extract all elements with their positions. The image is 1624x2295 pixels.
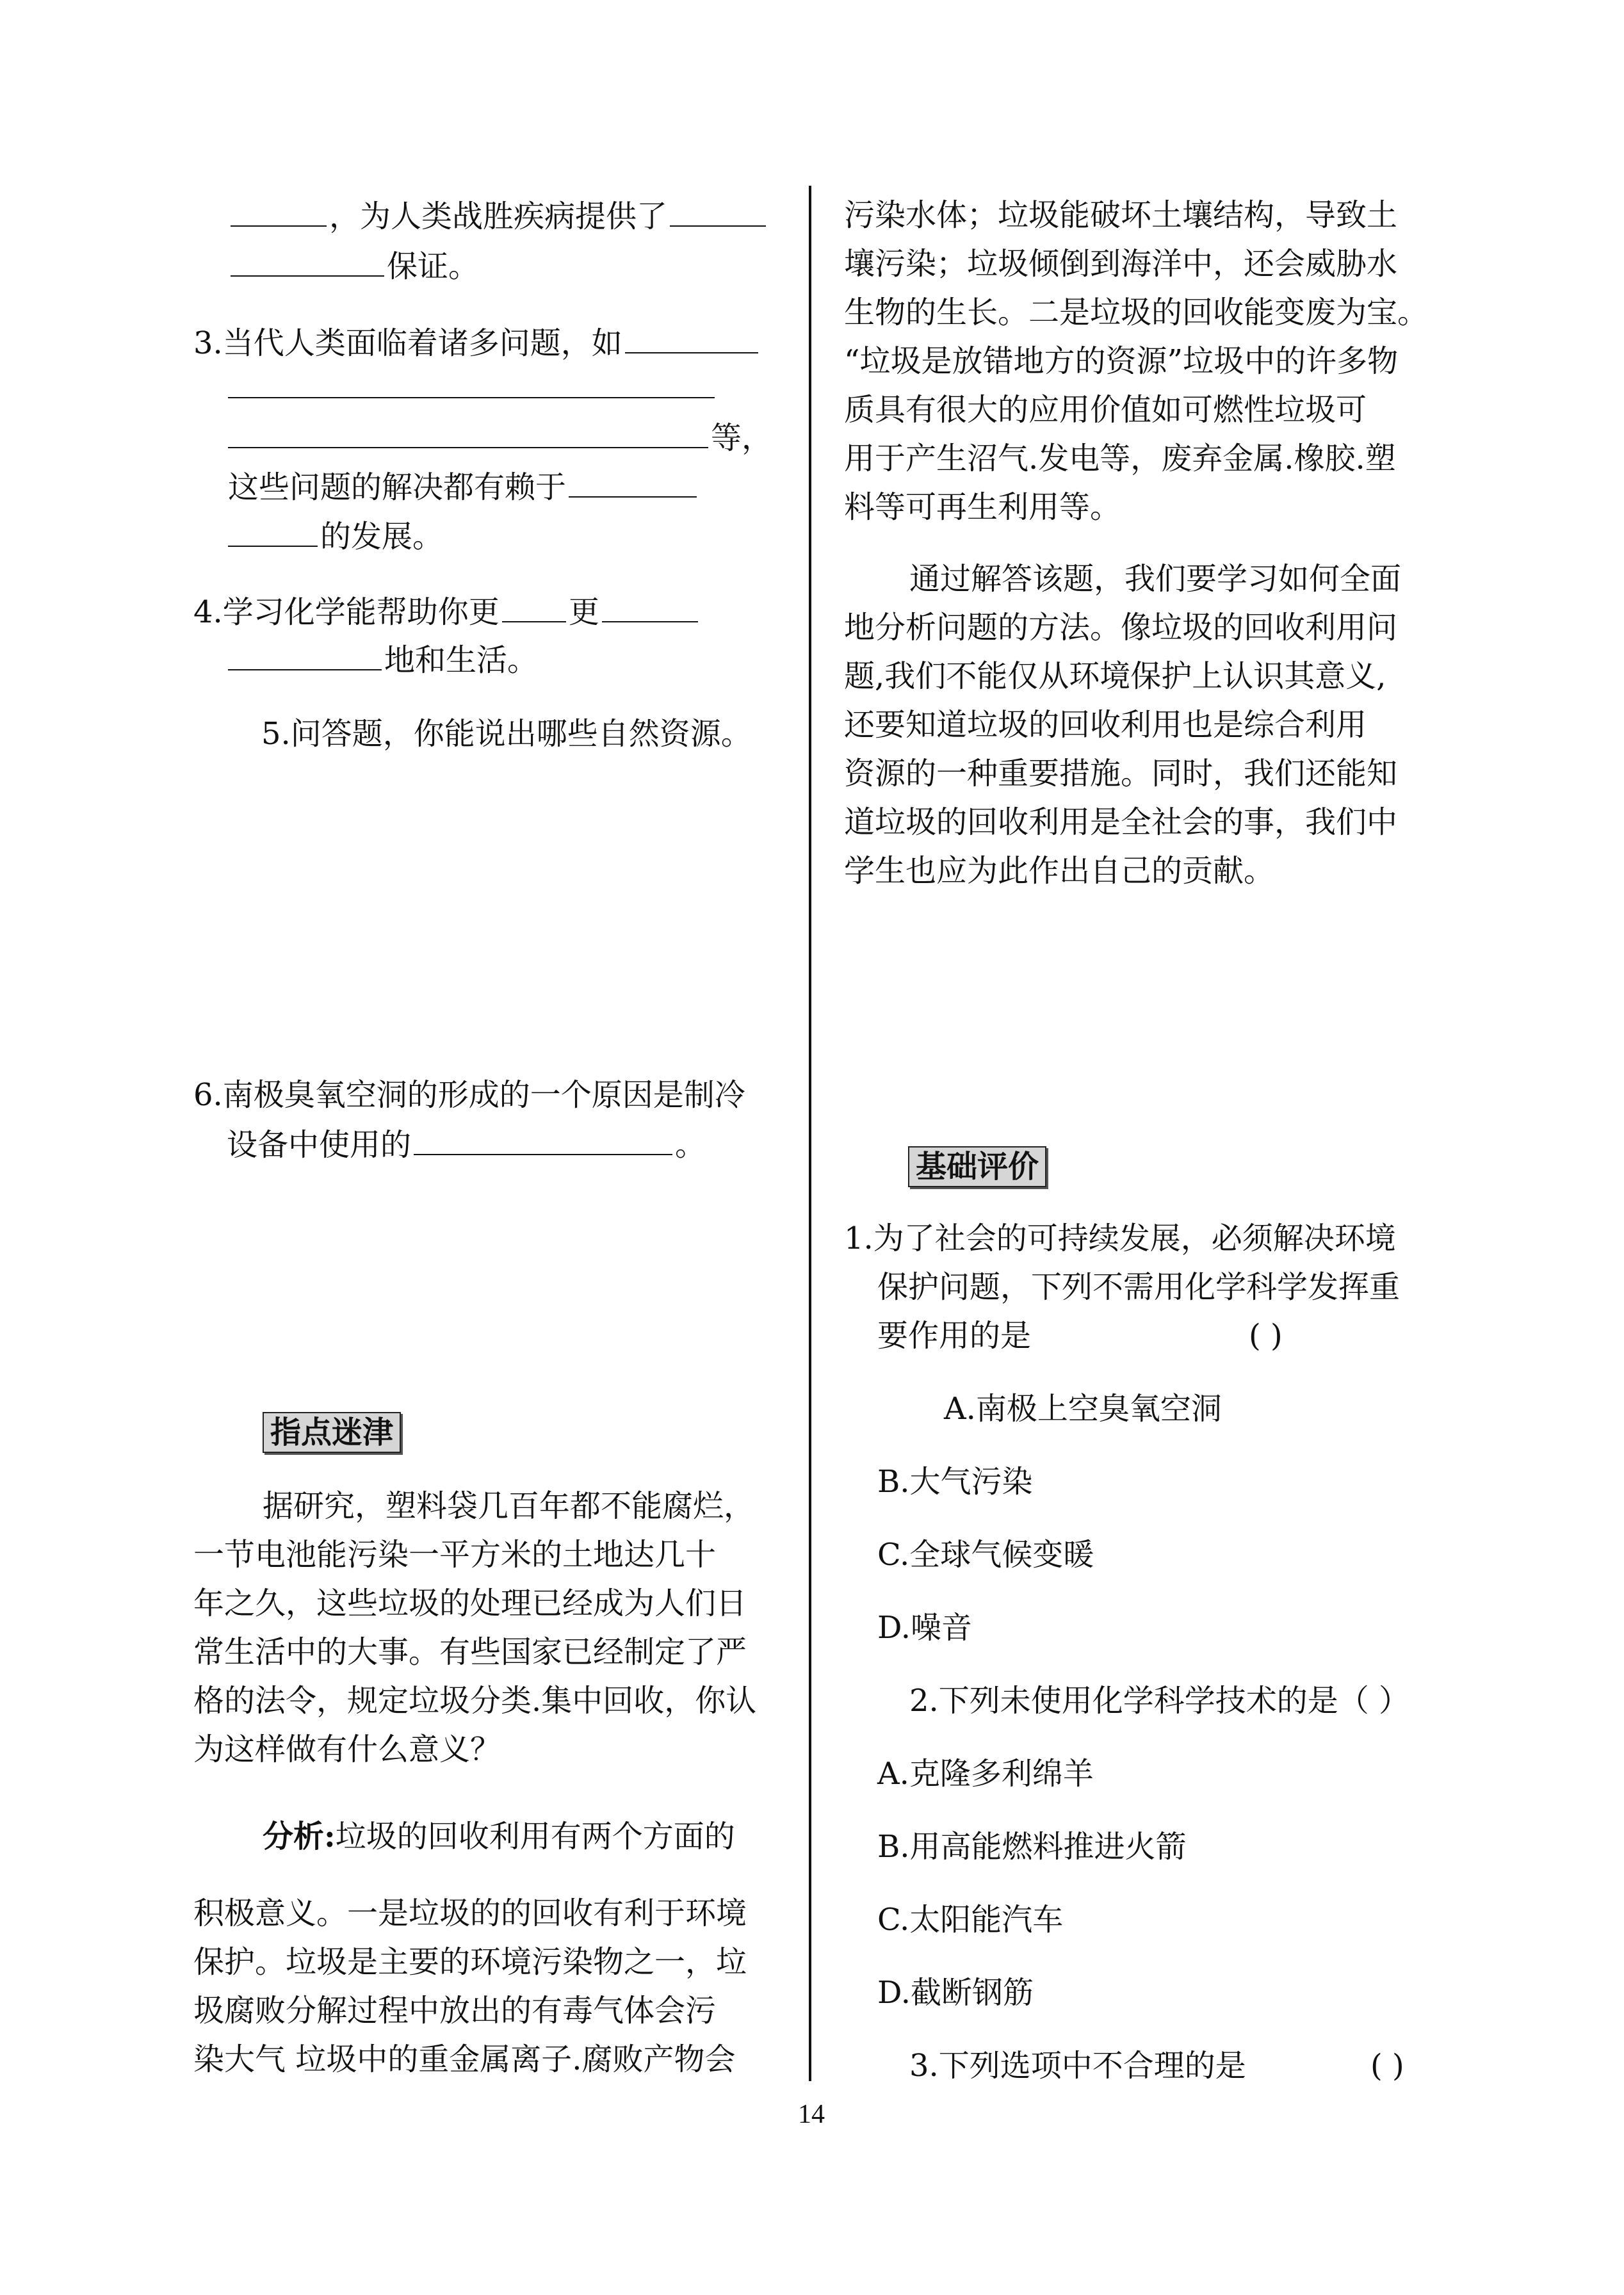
paragraph-line: 积极意义。一是垃圾的的回收有利于环境 <box>193 1895 747 1931</box>
mc1-stem-line2: 保护问题，下列不需用化学科学发挥重 <box>877 1269 1401 1305</box>
paragraph-line: 壤污染；垃圾倾倒到海洋中，还会威胁水 <box>844 246 1398 282</box>
answer-blank[interactable] <box>228 644 382 670</box>
mc2-option-d[interactable]: D.截断钢筋 <box>877 1975 1034 2011</box>
page-number: 14 <box>798 2100 825 2129</box>
mc1-option-b[interactable]: B.大气污染 <box>877 1464 1033 1500</box>
paragraph-line: 质具有很大的应用价值如可燃性垃圾可 <box>844 392 1367 428</box>
mc1-stem-line1: 1.为了社会的可持续发展，必须解决环境 <box>844 1220 1396 1256</box>
q3-line5: 的发展。 <box>228 520 443 552</box>
answer-blank[interactable] <box>228 520 318 547</box>
paragraph-line: 用于产生沼气.发电等，废弃金属.橡胶.塑 <box>844 441 1396 476</box>
section-label-basic-eval: 基础评价 <box>908 1146 1046 1187</box>
paragraph-line: 通过解答该题，我们要学习如何全面 <box>909 561 1402 597</box>
mc3-stem: 3.下列选项中不合理的是 <box>909 2048 1246 2084</box>
paragraph-line: 道垃圾的回收利用是全社会的事，我们中 <box>844 804 1398 840</box>
paragraph-line: 格的法令，规定垃圾分类.集中回收，你认 <box>193 1683 757 1719</box>
mc2-option-b[interactable]: B.用高能燃料推进火箭 <box>877 1829 1187 1865</box>
mc2-stem: 2.下列未使用化学科学技术的是（ ） <box>909 1683 1410 1719</box>
q5-question: 5.问答题，你能说出哪些自然资源。 <box>261 716 752 752</box>
answer-blank[interactable] <box>231 200 327 227</box>
q2-tail-line2: 保证。 <box>228 250 479 282</box>
mc1-answer-paren[interactable]: ( ) <box>1249 1318 1283 1354</box>
answer-blank[interactable] <box>228 397 715 398</box>
q3-line4: 这些问题的解决都有赖于 <box>228 471 699 503</box>
paragraph-line: 生物的生长。二是垃圾的回收能变废为宝。 <box>844 295 1429 330</box>
mc3-answer-paren[interactable]: ( ) <box>1370 2048 1404 2084</box>
paragraph-line: 据研究，塑料袋几百年都不能腐烂， <box>263 1488 755 1524</box>
q3-line1: 3.当代人类面临着诸多问题，如 <box>193 327 761 359</box>
paragraph-line: 一节电池能污染一平方米的土地达几十 <box>193 1537 717 1573</box>
mc1-stem-line3: 要作用的是 <box>877 1318 1032 1354</box>
section-label-hints: 指点迷津 <box>263 1412 401 1453</box>
mc2-option-c[interactable]: C.太阳能汽车 <box>877 1902 1064 1938</box>
analysis-heading: 分析:垃圾的回收利用有两个方面的 <box>263 1819 735 1854</box>
paragraph-line: 资源的一种重要措施。同时，我们还能知 <box>844 756 1398 791</box>
q3-line3: 等， <box>228 421 772 453</box>
q6-line1: 6.南极臭氧空洞的形成的一个原因是制冷 <box>193 1077 745 1113</box>
answer-blank[interactable] <box>569 471 697 498</box>
paragraph-line: 染大气 垃圾中的重金属离子.腐败产物会 <box>193 2041 736 2077</box>
mc1-option-c[interactable]: C.全球气候变暖 <box>877 1537 1094 1573</box>
paragraph-line: 还要知道垃圾的回收利用也是综合利用 <box>844 707 1367 743</box>
q4-line2: 地和生活。 <box>228 644 538 676</box>
paragraph-line: 料等可再生利用等。 <box>844 489 1121 525</box>
paragraph-line: 地分析问题的方法。像垃圾的回收利用问 <box>844 610 1398 645</box>
paragraph-line: 学生也应为此作出自己的贡献。 <box>844 853 1275 889</box>
answer-blank[interactable] <box>602 596 698 622</box>
paragraph-line: 保护。垃圾是主要的环境污染物之一，垃 <box>193 1944 747 1980</box>
paragraph-line: “垃圾是放错地方的资源”垃圾中的许多物 <box>844 343 1399 379</box>
answer-blank[interactable] <box>231 250 384 277</box>
mc1-option-d[interactable]: D.噪音 <box>877 1610 973 1646</box>
mc1-option-a[interactable]: A.南极上空臭氧空洞 <box>944 1391 1222 1427</box>
answer-blank[interactable] <box>228 421 708 448</box>
answer-blank[interactable] <box>414 1128 672 1155</box>
paragraph-line: 污染水体；垃圾能破坏土壤结构，导致土 <box>844 197 1398 233</box>
q4-line1: 4.学习化学能帮助你更 更 <box>193 596 701 628</box>
paragraph-line: 题,我们不能仅从环境保护上认识其意义, <box>844 658 1386 694</box>
paragraph-line: 常生活中的大事。有些国家已经制定了严 <box>193 1634 747 1670</box>
paragraph-line: 圾腐败分解过程中放出的有毒气体会污 <box>193 1993 717 2029</box>
q6-line2: 设备中使用的 。 <box>227 1127 706 1163</box>
paragraph-line: 年之久，这些垃圾的处理已经成为人们日 <box>193 1585 747 1621</box>
column-divider <box>809 186 811 2081</box>
answer-blank[interactable] <box>670 200 766 227</box>
paragraph-line: 为这样做有什么意义？ <box>193 1731 501 1767</box>
answer-blank[interactable] <box>625 327 758 353</box>
answer-blank[interactable] <box>502 596 566 622</box>
mc2-option-a[interactable]: A.克隆多利绵羊 <box>877 1756 1094 1792</box>
q2-tail-line1: ，为人类战胜疾病提供了 <box>228 200 768 232</box>
